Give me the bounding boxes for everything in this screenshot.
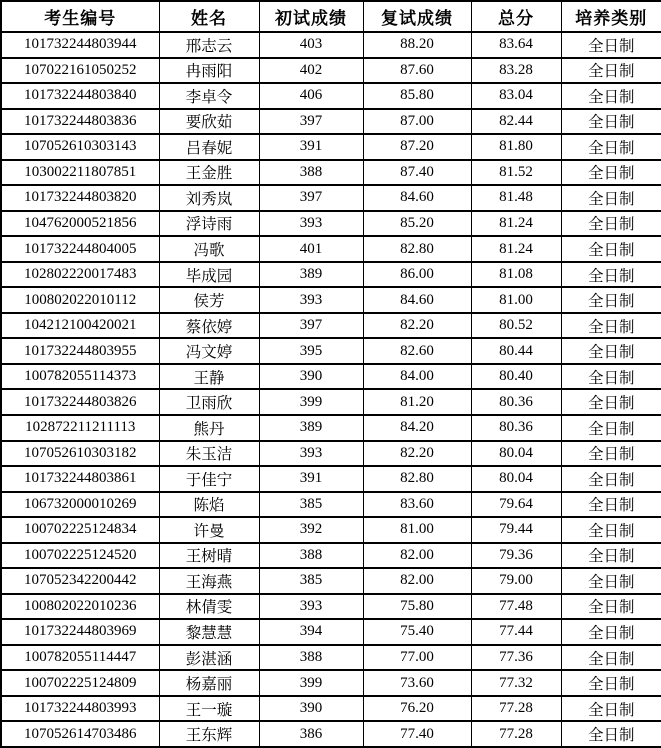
cell-name: 林倩雯 <box>159 594 259 620</box>
cell-retest-score: 77.00 <box>363 645 471 671</box>
cell-category: 全日制 <box>561 185 661 211</box>
cell-candidate-id: 101732244803993 <box>1 696 159 722</box>
cell-retest-score: 73.60 <box>363 670 471 696</box>
cell-name: 于佳宁 <box>159 466 259 492</box>
table-row <box>1 721 661 747</box>
cell-initial-score: 395 <box>259 338 363 364</box>
table-row <box>1 32 661 58</box>
table-row <box>1 313 661 339</box>
cell-total-score: 81.08 <box>471 262 561 288</box>
cell-name: 侯芳 <box>159 287 259 313</box>
cell-category: 全日制 <box>561 32 661 58</box>
cell-initial-score: 390 <box>259 696 363 722</box>
cell-category: 全日制 <box>561 517 661 543</box>
cell-initial-score: 391 <box>259 466 363 492</box>
table-row <box>1 338 661 364</box>
cell-candidate-id: 101732244803861 <box>1 466 159 492</box>
cell-name: 王金胜 <box>159 160 259 186</box>
cell-total-score: 81.80 <box>471 134 561 160</box>
cell-total-score: 79.64 <box>471 492 561 518</box>
cell-candidate-id: 101732244803944 <box>1 32 159 58</box>
cell-name: 彭湛涵 <box>159 645 259 671</box>
cell-total-score: 77.36 <box>471 645 561 671</box>
cell-name: 邢志云 <box>159 32 259 58</box>
cell-total-score: 79.00 <box>471 568 561 594</box>
cell-category: 全日制 <box>561 696 661 722</box>
cell-total-score: 80.36 <box>471 415 561 441</box>
cell-category: 全日制 <box>561 389 661 415</box>
cell-total-score: 82.44 <box>471 109 561 135</box>
cell-initial-score: 385 <box>259 568 363 594</box>
table-row <box>1 645 661 671</box>
cell-candidate-id: 101732244804005 <box>1 236 159 262</box>
table-row <box>1 389 661 415</box>
cell-name: 毕成园 <box>159 262 259 288</box>
cell-retest-score: 75.40 <box>363 619 471 645</box>
column-header-total-score: 总分 <box>471 1 561 32</box>
cell-name: 浮诗雨 <box>159 211 259 237</box>
cell-retest-score: 82.00 <box>363 543 471 569</box>
table-row <box>1 441 661 467</box>
cell-total-score: 80.36 <box>471 389 561 415</box>
cell-initial-score: 399 <box>259 670 363 696</box>
table-row <box>1 160 661 186</box>
table-row <box>1 517 661 543</box>
cell-retest-score: 76.20 <box>363 696 471 722</box>
cell-candidate-id: 101732244803969 <box>1 619 159 645</box>
cell-candidate-id: 100702225124520 <box>1 543 159 569</box>
cell-total-score: 77.28 <box>471 696 561 722</box>
cell-total-score: 80.44 <box>471 338 561 364</box>
cell-category: 全日制 <box>561 236 661 262</box>
cell-category: 全日制 <box>561 466 661 492</box>
cell-total-score: 81.24 <box>471 211 561 237</box>
cell-category: 全日制 <box>561 568 661 594</box>
cell-initial-score: 389 <box>259 262 363 288</box>
cell-name: 黎慧慧 <box>159 619 259 645</box>
cell-initial-score: 388 <box>259 160 363 186</box>
cell-initial-score: 397 <box>259 109 363 135</box>
table-row <box>1 211 661 237</box>
cell-name: 吕春妮 <box>159 134 259 160</box>
table-row <box>1 109 661 135</box>
cell-name: 熊丹 <box>159 415 259 441</box>
table-row <box>1 262 661 288</box>
cell-category: 全日制 <box>561 441 661 467</box>
cell-total-score: 77.28 <box>471 721 561 747</box>
cell-category: 全日制 <box>561 58 661 84</box>
cell-category: 全日制 <box>561 645 661 671</box>
cell-candidate-id: 104212100420021 <box>1 313 159 339</box>
cell-category: 全日制 <box>561 364 661 390</box>
cell-initial-score: 406 <box>259 83 363 109</box>
cell-retest-score: 82.80 <box>363 466 471 492</box>
cell-retest-score: 87.40 <box>363 160 471 186</box>
cell-candidate-id: 101732244803840 <box>1 83 159 109</box>
cell-candidate-id: 102872211211113 <box>1 415 159 441</box>
cell-name: 王海燕 <box>159 568 259 594</box>
table-row <box>1 543 661 569</box>
cell-category: 全日制 <box>561 415 661 441</box>
cell-total-score: 77.44 <box>471 619 561 645</box>
cell-total-score: 77.32 <box>471 670 561 696</box>
cell-name: 蔡依婷 <box>159 313 259 339</box>
cell-candidate-id: 102802220017483 <box>1 262 159 288</box>
table-row <box>1 364 661 390</box>
cell-initial-score: 393 <box>259 287 363 313</box>
cell-category: 全日制 <box>561 670 661 696</box>
cell-retest-score: 81.00 <box>363 517 471 543</box>
cell-name: 冯歌 <box>159 236 259 262</box>
cell-candidate-id: 100782055114447 <box>1 645 159 671</box>
cell-total-score: 81.00 <box>471 287 561 313</box>
cell-initial-score: 393 <box>259 594 363 620</box>
cell-initial-score: 397 <box>259 313 363 339</box>
cell-initial-score: 388 <box>259 543 363 569</box>
cell-initial-score: 388 <box>259 645 363 671</box>
cell-candidate-id: 100782055114373 <box>1 364 159 390</box>
table-row <box>1 134 661 160</box>
cell-candidate-id: 100702225124809 <box>1 670 159 696</box>
cell-retest-score: 75.80 <box>363 594 471 620</box>
table-row <box>1 287 661 313</box>
cell-category: 全日制 <box>561 338 661 364</box>
cell-initial-score: 385 <box>259 492 363 518</box>
column-header-retest-score: 复试成绩 <box>363 1 471 32</box>
cell-retest-score: 82.20 <box>363 313 471 339</box>
cell-retest-score: 85.80 <box>363 83 471 109</box>
cell-candidate-id: 107052342200442 <box>1 568 159 594</box>
cell-category: 全日制 <box>561 83 661 109</box>
cell-retest-score: 82.60 <box>363 338 471 364</box>
cell-retest-score: 87.00 <box>363 109 471 135</box>
cell-name: 冉雨阳 <box>159 58 259 84</box>
cell-initial-score: 397 <box>259 185 363 211</box>
cell-retest-score: 81.20 <box>363 389 471 415</box>
cell-category: 全日制 <box>561 594 661 620</box>
cell-retest-score: 87.60 <box>363 58 471 84</box>
cell-category: 全日制 <box>561 721 661 747</box>
cell-total-score: 81.24 <box>471 236 561 262</box>
cell-retest-score: 84.60 <box>363 287 471 313</box>
cell-candidate-id: 106732000010269 <box>1 492 159 518</box>
cell-name: 陈焰 <box>159 492 259 518</box>
cell-retest-score: 88.20 <box>363 32 471 58</box>
cell-retest-score: 82.00 <box>363 568 471 594</box>
cell-candidate-id: 107052614703486 <box>1 721 159 747</box>
column-header-initial-score: 初试成绩 <box>259 1 363 32</box>
cell-initial-score: 393 <box>259 441 363 467</box>
table-header <box>1 1 661 32</box>
cell-category: 全日制 <box>561 492 661 518</box>
cell-initial-score: 389 <box>259 415 363 441</box>
cell-candidate-id: 101732244803955 <box>1 338 159 364</box>
cell-initial-score: 391 <box>259 134 363 160</box>
cell-candidate-id: 107022161050252 <box>1 58 159 84</box>
cell-name: 要欣茹 <box>159 109 259 135</box>
cell-name: 王树晴 <box>159 543 259 569</box>
cell-retest-score: 77.40 <box>363 721 471 747</box>
cell-candidate-id: 103002211807851 <box>1 160 159 186</box>
cell-retest-score: 86.00 <box>363 262 471 288</box>
cell-total-score: 79.44 <box>471 517 561 543</box>
cell-category: 全日制 <box>561 619 661 645</box>
cell-initial-score: 399 <box>259 389 363 415</box>
table-row <box>1 619 661 645</box>
cell-name: 冯文婷 <box>159 338 259 364</box>
cell-total-score: 80.04 <box>471 466 561 492</box>
cell-initial-score: 401 <box>259 236 363 262</box>
cell-candidate-id: 107052610303182 <box>1 441 159 467</box>
cell-retest-score: 84.20 <box>363 415 471 441</box>
cell-name: 朱玉洁 <box>159 441 259 467</box>
cell-candidate-id: 100802022010236 <box>1 594 159 620</box>
table-row <box>1 236 661 262</box>
cell-initial-score: 402 <box>259 58 363 84</box>
cell-name: 王静 <box>159 364 259 390</box>
cell-initial-score: 390 <box>259 364 363 390</box>
cell-name: 李卓令 <box>159 83 259 109</box>
cell-category: 全日制 <box>561 262 661 288</box>
cell-name: 卫雨欣 <box>159 389 259 415</box>
cell-retest-score: 87.20 <box>363 134 471 160</box>
cell-candidate-id: 101732244803826 <box>1 389 159 415</box>
cell-candidate-id: 100802022010112 <box>1 287 159 313</box>
cell-category: 全日制 <box>561 211 661 237</box>
column-header-category: 培养类别 <box>561 1 661 32</box>
table-body <box>1 32 661 747</box>
cell-name: 许曼 <box>159 517 259 543</box>
cell-initial-score: 392 <box>259 517 363 543</box>
cell-retest-score: 83.60 <box>363 492 471 518</box>
cell-retest-score: 82.20 <box>363 441 471 467</box>
cell-initial-score: 386 <box>259 721 363 747</box>
cell-total-score: 83.04 <box>471 83 561 109</box>
table-row <box>1 415 661 441</box>
cell-candidate-id: 100702225124834 <box>1 517 159 543</box>
cell-candidate-id: 104762000521856 <box>1 211 159 237</box>
cell-retest-score: 85.20 <box>363 211 471 237</box>
column-header-name: 姓名 <box>159 1 259 32</box>
cell-retest-score: 84.00 <box>363 364 471 390</box>
cell-total-score: 81.52 <box>471 160 561 186</box>
cell-name: 王一璇 <box>159 696 259 722</box>
table-row <box>1 58 661 84</box>
cell-candidate-id: 107052610303143 <box>1 134 159 160</box>
cell-category: 全日制 <box>561 313 661 339</box>
cell-total-score: 83.64 <box>471 32 561 58</box>
table-row <box>1 696 661 722</box>
cell-name: 王东辉 <box>159 721 259 747</box>
table-row <box>1 185 661 211</box>
column-header-candidate-id: 考生编号 <box>1 1 159 32</box>
table-row <box>1 670 661 696</box>
cell-total-score: 77.48 <box>471 594 561 620</box>
cell-category: 全日制 <box>561 134 661 160</box>
header-row <box>1 1 661 32</box>
table-row <box>1 492 661 518</box>
table-row <box>1 83 661 109</box>
cell-total-score: 81.48 <box>471 185 561 211</box>
cell-category: 全日制 <box>561 109 661 135</box>
cell-name: 刘秀岚 <box>159 185 259 211</box>
table-row <box>1 466 661 492</box>
cell-total-score: 80.40 <box>471 364 561 390</box>
cell-total-score: 83.28 <box>471 58 561 84</box>
cell-name: 杨嘉丽 <box>159 670 259 696</box>
table-row <box>1 568 661 594</box>
cell-initial-score: 403 <box>259 32 363 58</box>
cell-total-score: 80.04 <box>471 441 561 467</box>
cell-retest-score: 82.80 <box>363 236 471 262</box>
cell-category: 全日制 <box>561 543 661 569</box>
cell-candidate-id: 101732244803820 <box>1 185 159 211</box>
cell-category: 全日制 <box>561 287 661 313</box>
cell-candidate-id: 101732244803836 <box>1 109 159 135</box>
cell-total-score: 80.52 <box>471 313 561 339</box>
cell-initial-score: 394 <box>259 619 363 645</box>
cell-initial-score: 393 <box>259 211 363 237</box>
cell-retest-score: 84.60 <box>363 185 471 211</box>
table-row <box>1 594 661 620</box>
cell-category: 全日制 <box>561 160 661 186</box>
cell-total-score: 79.36 <box>471 543 561 569</box>
